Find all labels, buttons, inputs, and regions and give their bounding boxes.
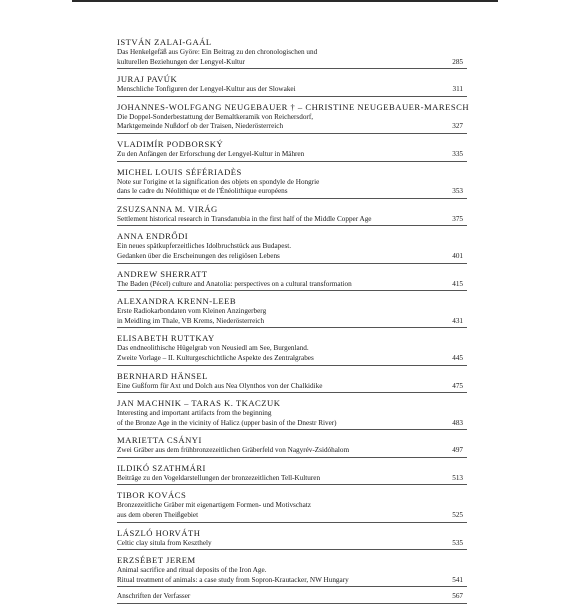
toc-entry (117, 592, 467, 604)
toc-title-line (117, 178, 467, 188)
toc-title-line (117, 576, 467, 586)
toc-page-number: 535 (452, 538, 463, 547)
toc-title-line (117, 474, 467, 484)
toc-title-line (117, 446, 467, 456)
toc-title-line (117, 85, 467, 95)
toc-page-number: 375 (452, 214, 463, 223)
toc-entry (117, 296, 467, 328)
toc-author: ANNA ENDRŐDI (117, 231, 189, 242)
toc-page-number: 415 (452, 279, 463, 288)
toc-title-text: Eine Gußform für Axt und Dolch aus Nea Olynthos von der Chalkidike (117, 381, 323, 390)
toc-title-text: Gedanken über die Erscheinungen des religiösen Lebens (117, 251, 280, 260)
toc-title-line (117, 58, 467, 68)
toc-entry (117, 139, 467, 162)
toc-entry (117, 231, 467, 263)
toc-title-text: Das endneolithische Hügelgrab von Neusiedl am See, Burgenland. (117, 344, 309, 353)
toc-entry (117, 371, 467, 394)
toc-title-text: Bronzezeitliche Gräber mit eigenartigem Formen- und Motivschatz (117, 501, 311, 510)
top-border (72, 0, 498, 2)
toc-entry (117, 555, 467, 587)
toc-page-number: 285 (452, 57, 463, 66)
toc-title-text: Note sur l'origine et la signification des objets en spondyle de Hongrie (117, 177, 320, 186)
toc-title-line (117, 409, 467, 419)
toc-title-text: Das Henkelgefäß aus Györe: Ein Beitrag zu den chronologischen und (117, 48, 318, 56)
table-of-contents (117, 37, 470, 609)
toc-author: ISTVÁN ZALAI-GAÁL (117, 37, 212, 47)
toc-title-line (117, 307, 467, 317)
toc-author: VLADIMÍR PODBORSKÝ (117, 138, 224, 149)
toc-author: LÁSZLÓ HORVÁTH (117, 527, 201, 538)
toc-title-text: Ritual treatment of animals: a case study from Sopron-Krautacker, NW Hungary (117, 575, 349, 584)
toc-title-line (117, 354, 467, 364)
toc-author: ALEXANDRA KRENN-LEEB (117, 296, 237, 307)
toc-author: MARIETTA CSÁNYI (117, 435, 202, 446)
toc-title-line (117, 592, 467, 602)
toc-author: ILDIKÓ SZATHMÁRI (117, 462, 206, 473)
toc-page-number: 353 (452, 187, 463, 196)
toc-author: MICHEL LOUIS SÉFÉRIADÈS (117, 166, 242, 177)
toc-page-number: 525 (452, 511, 463, 520)
toc-title-line (117, 511, 467, 521)
toc-title-line (117, 113, 467, 123)
toc-title-text: Menschliche Tonfiguren der Lengyel-Kultur aus der Slowakei (117, 85, 296, 94)
toc-page-number: 401 (452, 251, 463, 260)
toc-title-line (117, 215, 467, 225)
toc-title-line (117, 539, 467, 549)
toc-title-text: Beiträge zu den Vogeldarstellungen der bronzezeitlichen Tell-Kulturen (117, 473, 321, 482)
toc-title-line (117, 382, 467, 392)
toc-entry (117, 204, 467, 227)
toc-entry (117, 490, 467, 522)
toc-title-text: Zweite Vorlage – II. Kulturgeschichtliche Aspekte des Zentralgrabes (117, 353, 314, 362)
toc-title-line (117, 317, 467, 327)
toc-author: JAN MACHNIK – TARAS K. TKACZUK (117, 398, 281, 409)
toc-title-line (117, 150, 467, 160)
toc-author: TIBOR KOVÁCS (117, 490, 187, 501)
toc-entry (117, 37, 467, 69)
toc-title-text: Settlement historical research in Transdanubia in the first half of the Middle Copper Age (117, 214, 372, 223)
toc-entry (117, 333, 467, 365)
toc-entry (117, 269, 467, 292)
toc-page-number: 327 (452, 122, 463, 131)
toc-title-text: Interesting and important artifacts from the beginning (117, 409, 272, 418)
toc-author: ANDREW SHERRATT (117, 268, 208, 279)
toc-title-text: Celtic clay situla from Keszthely (117, 538, 212, 547)
toc-page-number: 513 (452, 473, 463, 482)
toc-title-text: Erste Radiokarbondaten vom Kleinen Anzingerberg (117, 307, 267, 316)
toc-title-line (117, 419, 467, 429)
toc-author: ERZSÉBET JEREM (117, 555, 196, 566)
toc-entry (117, 528, 467, 551)
toc-entry (117, 74, 467, 97)
toc-page-number: 567 (452, 592, 463, 601)
toc-title-text: The Baden (Pécel) culture and Anatolia: perspectives on a cultural transformation (117, 279, 352, 288)
toc-page-number: 541 (452, 575, 463, 584)
toc-title-line (117, 187, 467, 197)
toc-title-line (117, 280, 467, 290)
toc-author: ELISABETH RUTTKAY (117, 333, 215, 344)
toc-page-number: 431 (452, 316, 463, 325)
toc-page-number: 497 (452, 446, 463, 455)
toc-page-number: 311 (452, 85, 463, 94)
toc-entry (117, 101, 470, 134)
toc-title-text: in Meidling im Thale, VB Krems, Niederösterreich (117, 316, 265, 325)
toc-title-text: dans le cadre du Néolithique et de l'Énéolithique européens (117, 187, 288, 196)
toc-page-number: 335 (452, 149, 463, 158)
toc-entry (117, 398, 467, 430)
toc-title-text: Animal sacrifice and ritual deposits of the Iron Age. (117, 566, 267, 575)
toc-entry (117, 435, 467, 458)
toc-title-text: Die Doppel-Sonderbestattung der Bemaltkeramik von Reichersdorf, (117, 112, 314, 121)
toc-title-text: kulturellen Beziehungen der Lengyel-Kultur (117, 57, 245, 66)
toc-page-number: 475 (452, 381, 463, 390)
toc-title-text: aus dem oberen Theißgebiet (117, 511, 199, 520)
toc-author: JURAJ PAVÚK (117, 74, 178, 85)
toc-page-number: 483 (452, 418, 463, 427)
toc-author: ZSUZSANNA M. VIRÁG (117, 203, 218, 214)
toc-title-text: of the Bronze Age in the vicinity of Halicz (upper basin of the Dnestr River) (117, 418, 337, 427)
toc-title-line (117, 48, 467, 58)
toc-title-text: Anschriften der Verfasser (117, 592, 191, 601)
toc-title-line (117, 344, 467, 354)
toc-title-text: Marktgemeinde Nußdorf ob der Traisen, Niederösterreich (117, 122, 284, 131)
toc-author: BERNHARD HÄNSEL (117, 370, 208, 381)
toc-title-text: Zu den Anfängen der Erforschung der Lengyel-Kultur in Mähren (117, 149, 305, 158)
toc-entry (117, 463, 467, 486)
toc-title-line (117, 501, 467, 511)
toc-author: JOHANNES-WOLFGANG NEUGEBAUER † – CHRISTINE NEUGEBAUER-MARESCH (117, 101, 470, 112)
toc-title-line (117, 252, 467, 262)
toc-title-text: Zwei Gräber aus dem frühbronzezeitlichen Gräberfeld von Nagyrév-Zsidóhalom (117, 446, 350, 455)
toc-title-line (117, 122, 467, 132)
toc-title-text: Ein neues spätkupferzeitliches Idolbruchstück aus Budapest. (117, 242, 292, 251)
toc-entry (117, 167, 467, 199)
toc-title-line (117, 242, 467, 252)
toc-page-number: 445 (452, 353, 463, 362)
toc-title-line (117, 566, 467, 576)
